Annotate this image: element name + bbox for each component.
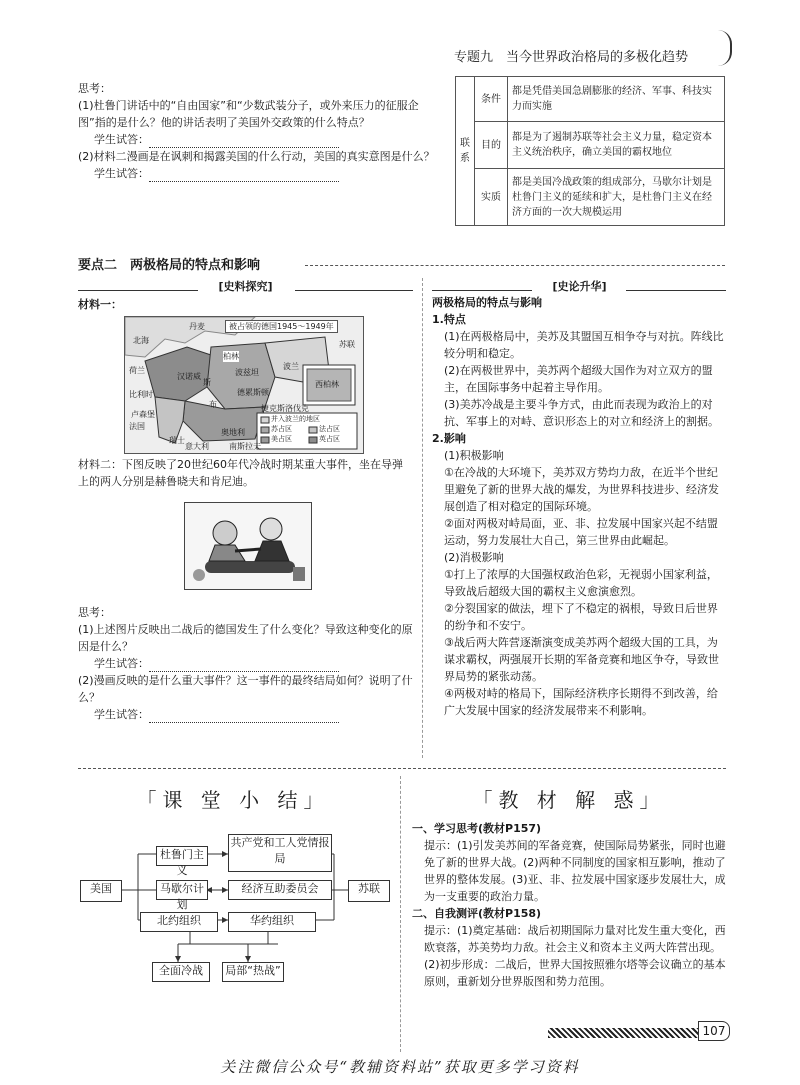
summary-title: 「课 堂 小 结」	[136, 788, 330, 812]
relation-table	[455, 76, 725, 226]
textbook-content	[412, 820, 726, 990]
node-comintern: 共产党和工人党情报局	[228, 834, 332, 872]
think-question-1: (1)杜鲁门讲话中的“自由国家”和“少数武装分子，或外来压力的征服企图”指的是什么？他的讲话表明了美国外交政策的什么特点？	[78, 99, 419, 129]
section-title: 要点二 两极格局的特点和影响	[78, 258, 261, 273]
node-warsaw: 华约组织	[228, 912, 316, 932]
relation-value: 都是凭借美国急剧膨胀的经济、军事、科技实力而实施	[508, 77, 725, 122]
map-label: 西柏林	[315, 380, 339, 389]
positive-item: ①在冷战的大环境下，美苏双方势均力敌，在近半个世纪里避免了新的世界大战的爆发，为世界科技进步、经济发展创造了相对稳定的国际环境。	[444, 466, 719, 513]
answer-line-2	[78, 165, 438, 182]
map-label: 意大利	[185, 442, 209, 451]
node-nato: 北约组织	[140, 912, 218, 932]
node-comecon: 经济互助委员会	[228, 880, 332, 900]
textbook-section-1-text: 提示：(1)引发美苏间的军备竞赛，使国际局势紧张，同时也避免了新的世界大战。(2)两种不同制度的国家相互影响，推动了世界的整体发展。(3)亚、非、拉发展中国家逐步发展壮大，成为一支重要的政治力量。	[424, 839, 726, 903]
map-label: 南斯拉夫	[229, 442, 261, 451]
map-label: 丹麦	[189, 322, 205, 331]
germany-map	[124, 316, 364, 454]
map-label: 斯	[203, 378, 211, 387]
map-label: 汉诺威	[177, 372, 201, 381]
material-1-label: 材料一：	[78, 298, 122, 311]
answer-label: 学生试答：	[94, 657, 149, 670]
legend-item: 英占区	[319, 435, 340, 443]
think-label: 思考：	[78, 606, 111, 619]
bottom-column-divider	[400, 776, 401, 1052]
cartoon-image	[184, 502, 312, 590]
think-block-left	[78, 604, 413, 723]
impact-title: 2.影响	[432, 432, 466, 445]
map-label: 布	[209, 400, 217, 409]
map-title: 被占领的德国1945～1949年	[225, 320, 338, 333]
relation-key: 条件	[475, 77, 508, 122]
left-bar-label: [史料探究]	[218, 280, 273, 293]
relation-key: 实质	[475, 169, 508, 226]
textbook-section-2-text: 提示：(1)奠定基础：战后初期国际力量对比发生重大变化，西欧衰落，苏美势均力敌。社会主义和资本主义两大阵营出现。(2)初步形成：二战后，世界大国按照雅尔塔等会议确立的基本原则，重新划分世界版图和势力范围。	[424, 924, 726, 988]
feature-item: (1)在两极格局中，美苏及其盟国互相争夺与对抗。阵线比较分明和稳定。	[444, 330, 724, 360]
bar-rule-right	[626, 290, 726, 291]
cartoon-svg	[185, 503, 311, 589]
material-2-text: 材料二：下图反映了20世纪60年代冷战时期某重大事件，坐在导弹上的两人分别是赫鲁晓夫和肯尼迪。	[78, 458, 403, 488]
think-question-2: (2)材料二漫画是在讽刺和揭露美国的什么行动，美国的真实意图是什么？	[78, 150, 435, 163]
textbook-section-1-title: 一、学习思考(教材P157)	[412, 822, 542, 835]
map-label: 荷兰	[129, 366, 145, 375]
relation-side-label: 联系	[456, 77, 475, 226]
relation-key: 目的	[475, 122, 508, 169]
legend-item: 并入波兰的地区	[271, 415, 320, 423]
relation-value: 都是美国冷战政策的组成部分，马歇尔计划是杜鲁门主义的延续和扩大，是杜鲁门主义在经济方面的一次大规模运用	[508, 169, 725, 226]
header-bracket	[718, 30, 732, 66]
page-number: 107	[698, 1021, 730, 1041]
map-label: 法国	[129, 422, 145, 431]
legend-item: 苏占区	[271, 425, 292, 433]
page-stripe	[548, 1028, 698, 1038]
think-block-top	[78, 80, 438, 182]
relation-value: 都是为了遏制苏联等社会主义力量，稳定资本主义统治秩序，确立美国的霸权地位	[508, 122, 725, 169]
node-marshall: 马歇尔计划	[156, 880, 208, 900]
negative-item: ②分裂国家的做法，埋下了不稳定的祸根，导致日后世界的纷争和不安宁。	[444, 602, 718, 632]
node-truman: 杜鲁门主义	[156, 846, 208, 866]
think-question-2: (2)漫画反映的是什么重大事件？这一事件的最终结局如何？说明了什么？	[78, 674, 413, 704]
map-label: 德累斯顿	[237, 388, 269, 397]
page-header-title: 专题九 当今世界政治格局的多极化趋势	[454, 50, 689, 65]
map-label: 柏林	[223, 352, 239, 361]
feature-item: (3)美苏冷战是主要斗争方式，由此而表现为政治上的对抗、军事上的对峙、意识形态上的对立和经济上的割据。	[444, 398, 719, 428]
footer-note: 关注微信公众号“教辅资料站”获取更多学习资料	[220, 1058, 580, 1076]
map-label: 卢森堡	[131, 410, 155, 419]
feature-title: 1.特点	[432, 313, 466, 326]
answer-label: 学生试答：	[94, 708, 149, 721]
node-cold-war: 全面冷战	[152, 962, 210, 982]
bottom-divider	[78, 768, 726, 769]
map-label: 比利时	[129, 390, 153, 399]
textbook-section-2-title: 二、自我测评(教材P158)	[412, 907, 542, 920]
right-heading: 两极格局的特点与影响	[432, 296, 542, 309]
answer-line-1	[78, 131, 438, 148]
answer-label: 学生试答：	[94, 167, 149, 180]
legend-item: 法占区	[319, 425, 340, 433]
node-ussr: 苏联	[348, 880, 390, 902]
textbook-title: 「教 材 解 惑」	[472, 788, 666, 812]
right-bar-label: [史论升华]	[552, 280, 607, 293]
feature-item: (2)在两极世界中，美苏两个超级大国作为对立双方的盟主，在国际事务中起着主导作用。	[444, 364, 713, 394]
node-hot-war: 局部“热战”	[222, 962, 284, 982]
negative-item: ①打上了浓厚的大国强权政治色彩，无视弱小国家利益，导致战后超级大国的霸权主义愈演愈烈。	[444, 568, 718, 598]
section-divider	[305, 265, 725, 266]
column-divider	[422, 278, 423, 758]
bar-rule-left	[432, 290, 532, 291]
negative-title: (2)消极影响	[444, 551, 504, 564]
map-label: 苏联	[339, 340, 355, 349]
map-label: 波兰	[283, 362, 299, 371]
right-content	[432, 294, 727, 719]
map-label: 北海	[133, 336, 149, 345]
positive-title: (1)积极影响	[444, 449, 504, 462]
bar-rule-left	[78, 290, 198, 291]
map-label: 捷克斯洛伐克	[261, 404, 309, 413]
answer-line-2	[78, 706, 413, 723]
positive-item: ②面对两极对峙局面，亚、非、拉发展中国家兴起不结盟运动，努力发展壮大自己，第三世界由此崛起。	[444, 517, 718, 547]
think-question-1: (1)上述图片反映出二战后的德国发生了什么变化？导致这种变化的原因是什么？	[78, 623, 413, 653]
map-label: 奥地利	[221, 428, 245, 437]
answer-line-1	[78, 655, 413, 672]
bar-rule-right	[295, 290, 413, 291]
legend-item: 美占区	[271, 435, 292, 443]
map-label: 瑞士	[169, 436, 185, 445]
node-usa: 美国	[80, 880, 122, 902]
answer-label: 学生试答：	[94, 133, 149, 146]
negative-item: ③战后两大阵营逐渐演变成美苏两个超级大国的工具，为谋求霸权，两强展开长期的军备竞赛和地区争夺，导致世界局势的紧张动荡。	[444, 636, 719, 683]
negative-item: ④两极对峙的格局下，国际经济秩序长期得不到改善，给广大发展中国家的经济发展带来不利影响。	[444, 687, 718, 717]
map-label: 波兹坦	[235, 368, 259, 377]
think-label: 思考：	[78, 82, 111, 95]
